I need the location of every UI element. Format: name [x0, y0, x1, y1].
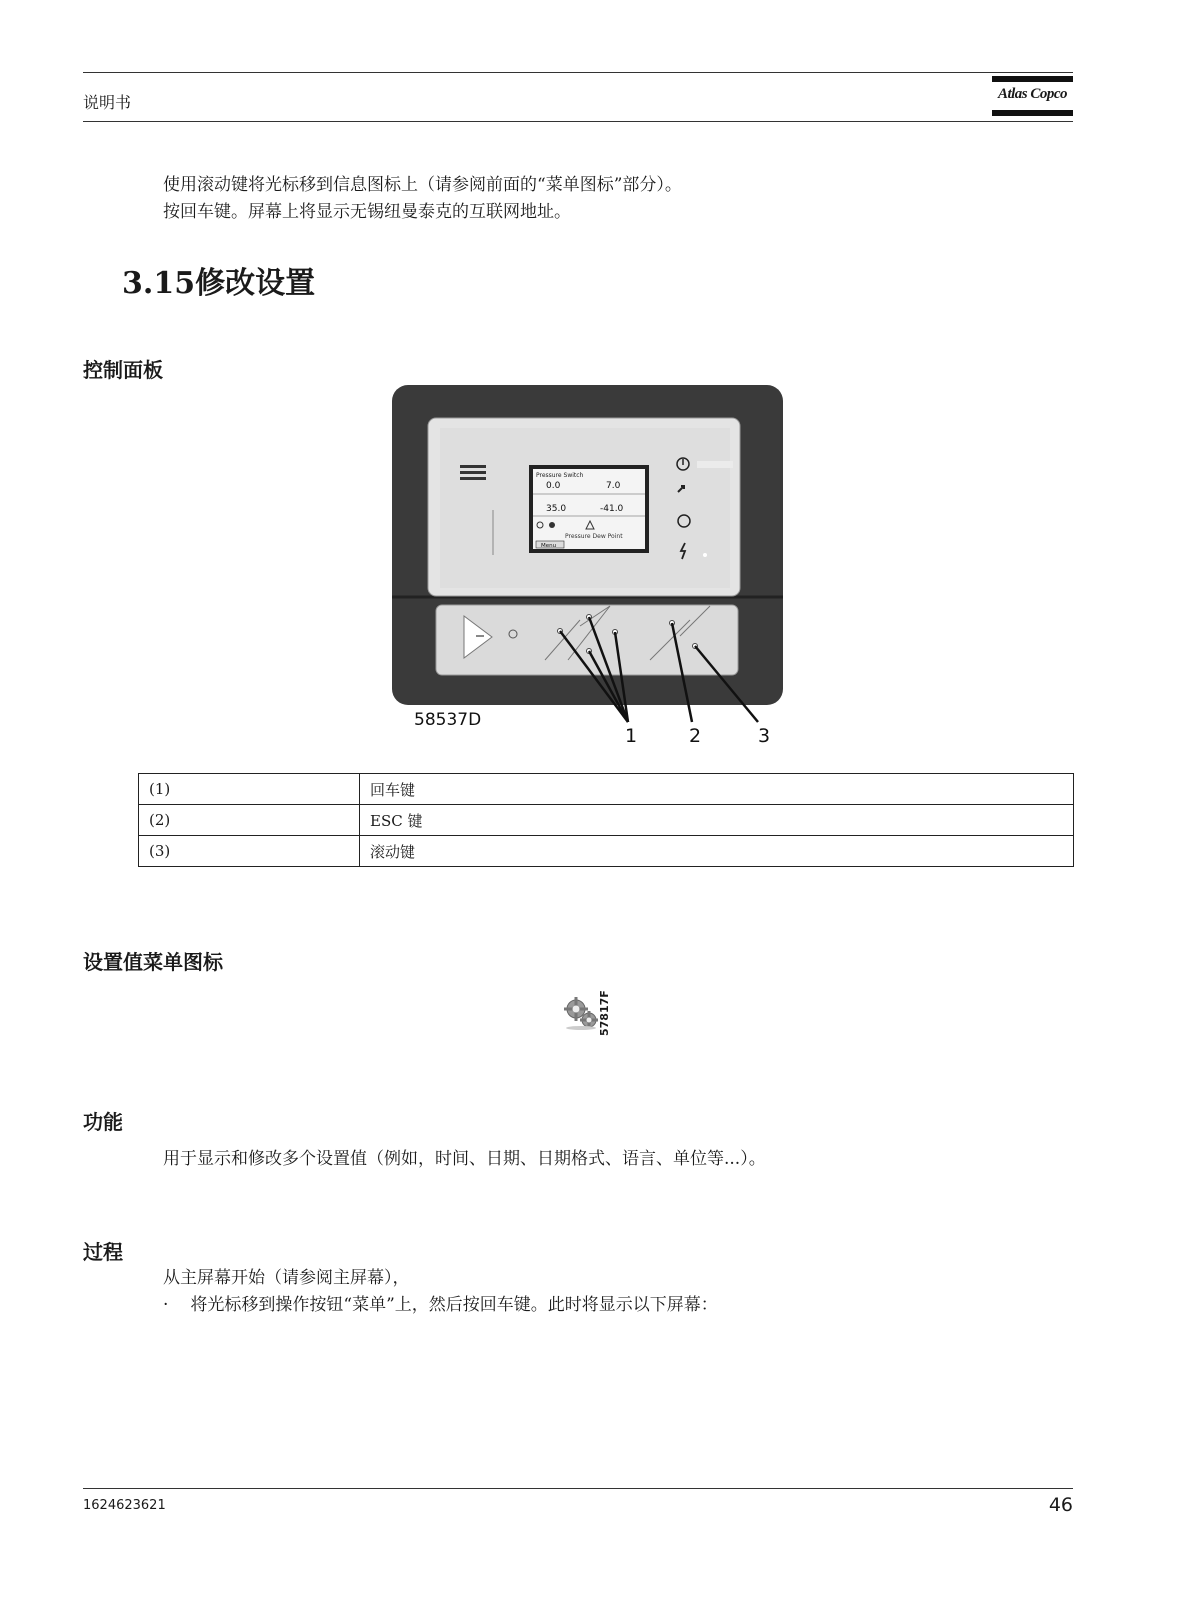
settings-icon-code: 57817F: [598, 990, 611, 1036]
callout-3: 3: [758, 725, 771, 747]
section-title: 3.15修改设置: [122, 266, 316, 301]
legend-ref: (1): [139, 774, 360, 805]
header-rule-bottom: [83, 121, 1073, 122]
footer-rule: [83, 1488, 1073, 1489]
lcd-value-2: 7.0: [606, 481, 621, 491]
function-heading: 功能: [83, 1110, 123, 1134]
lcd-value-4: -41.0: [600, 504, 624, 514]
legend-table: [138, 773, 1074, 867]
brand-logo-text: Atlas Copco: [997, 86, 1068, 102]
doc-number: 1624623621: [83, 1498, 166, 1513]
lcd-menu-button: Menu: [541, 543, 557, 549]
function-text: 用于显示和修改多个设置值（例如，时间、日期、日期格式、语言、单位等...）。: [163, 1149, 766, 1169]
callout-2: 2: [689, 725, 702, 747]
procedure-step-1-text: 将光标移到操作按钮“菜单”上，然后按回车键。此时将显示以下屏幕：: [190, 1295, 718, 1315]
header-title: 说明书: [83, 93, 132, 112]
header-rule: [83, 72, 1073, 73]
page-number: 46: [1048, 1494, 1073, 1516]
legend-ref: (3): [139, 836, 360, 867]
intro-line-1: 使用滚动键将光标移到信息图标上（请参阅前面的“菜单图标”部分）。: [163, 175, 682, 195]
settings-gears-icon: [562, 995, 600, 1031]
procedure-text: [163, 1265, 718, 1319]
control-panel-figure: [380, 380, 800, 760]
legend-ref: (2): [139, 805, 360, 836]
procedure-line-1: 从主屏幕开始（请参阅主屏幕），: [163, 1268, 410, 1288]
table-row: [139, 836, 1074, 867]
table-row: [139, 805, 1074, 836]
procedure-heading: 过程: [83, 1240, 123, 1264]
lcd-bottom-label: Pressure Dew Point: [565, 533, 623, 540]
intro-text: [163, 172, 682, 226]
table-row: [139, 774, 1074, 805]
brand-logo: [992, 76, 1073, 118]
bullet: ·: [163, 1295, 169, 1315]
procedure-step-1: [163, 1292, 718, 1319]
intro-line-2: 按回车键。屏幕上将显示无锡纽曼泰克的互联网地址。: [163, 202, 571, 222]
legend-desc: 回车键: [360, 774, 1074, 805]
callout-1: 1: [625, 725, 638, 747]
settings-icon-heading: 设置值菜单图标: [83, 950, 223, 974]
legend-desc: ESC 键: [360, 805, 1074, 836]
legend-desc: 滚动键: [360, 836, 1074, 867]
figure-code: 58537D: [414, 710, 482, 730]
lcd-value-1: 0.0: [546, 481, 561, 491]
lcd-value-3: 35.0: [546, 504, 567, 514]
lcd-top-label: Pressure Switch: [536, 472, 584, 479]
control-panel-heading: 控制面板: [83, 358, 163, 382]
